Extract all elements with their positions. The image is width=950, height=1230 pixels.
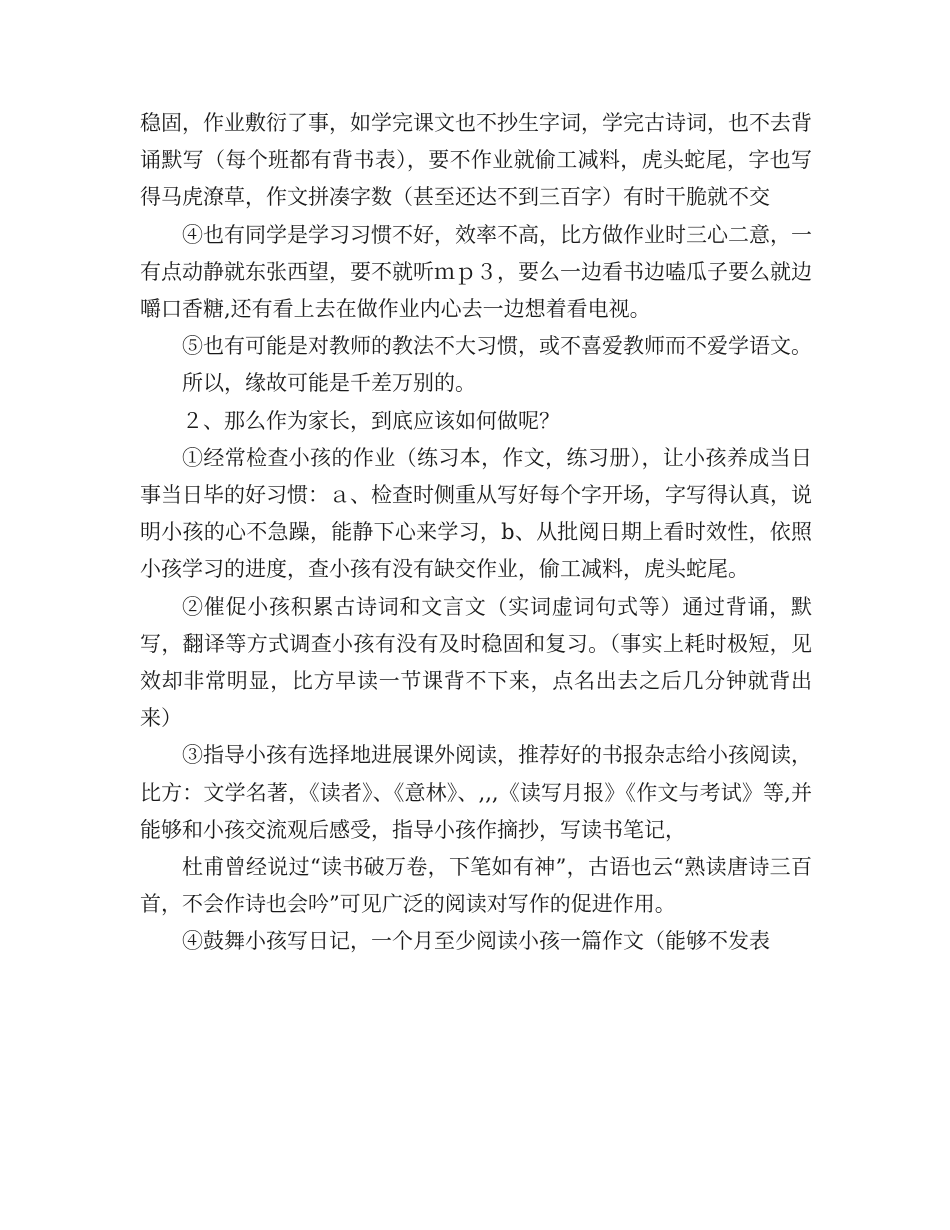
document-body xyxy=(140,105,812,961)
paragraph-continued-homework: 稳固，作业敷衍了事，如学完课文也不抄生字词，学完古诗词，也不去背诵默写（每个班都有背书表），要不作业就偷工减料，虎头蛇尾，字也写得马虎潦草，作文拼凑字数（甚至还达不到三百字）有时干脆就不交 xyxy=(140,111,812,210)
paragraph-check-homework: ①经常检查小孩的作业（练习本，作文，练习册），让小孩养成当日事当日毕的好习惯：ａ、检查时侧重从写好每个字开场，字写得认真，说明小孩的心不急躁，能静下心来学习，b、从批阅日期上看时效性，依照小孩学习的进度，查小孩有没有缺交作业，偷工减料，虎头蛇尾。 xyxy=(140,445,812,582)
paragraph-summary-reasons: 所以，缘故可能是千差万别的。 xyxy=(182,371,476,396)
paragraph-teaching-method: ⑤也有可能是对教师的教法不大习惯，或不喜爱教师而不爱学语文。 xyxy=(182,334,812,359)
paragraph-study-habits: ④也有同学是学习习惯不好，效率不高，比方做作业时三心二意，一有点动静就东张西望，要不就听ｍｐ３，要么一边看书边嗑瓜子要么就边嚼口香糖,还有看上去在做作业内心去一边想着看电视。 xyxy=(140,222,812,322)
section-heading-parents: ２、那么作为家长，到底应该如何做呢？ xyxy=(182,408,560,433)
paragraph-diary-writing: ④鼓舞小孩写日记，一个月至少阅读小孩一篇作文（能够不发表 xyxy=(182,929,770,954)
paragraph-classical-poetry: ②催促小孩积累古诗词和文言文（实词虚词句式等）通过背诵，默写，翻译等方式调查小孩有没有及时稳固和复习。（事实上耗时极短，见效却非常明显，比方早读一节课背不下来，点名出去之后几分钟就背出来） xyxy=(140,594,812,731)
paragraph-du-fu-quote: 杜甫曾经说过“读书破万卷，下笔如有神”，古语也云“熟读唐诗三百首，不会作诗也会吟”可见广泛的阅读对写作的促进作用。 xyxy=(140,855,812,917)
paragraph-extracurricular-reading: ③指导小孩有选择地进展课外阅读，推荐好的书报杂志给小孩阅读，比方：文学名著，《读者》、《意林》、,,,《读写月报》《作文与考试》等,并能够和小孩交流观后感受，指导小孩作摘抄，写读书笔记， xyxy=(140,743,812,842)
